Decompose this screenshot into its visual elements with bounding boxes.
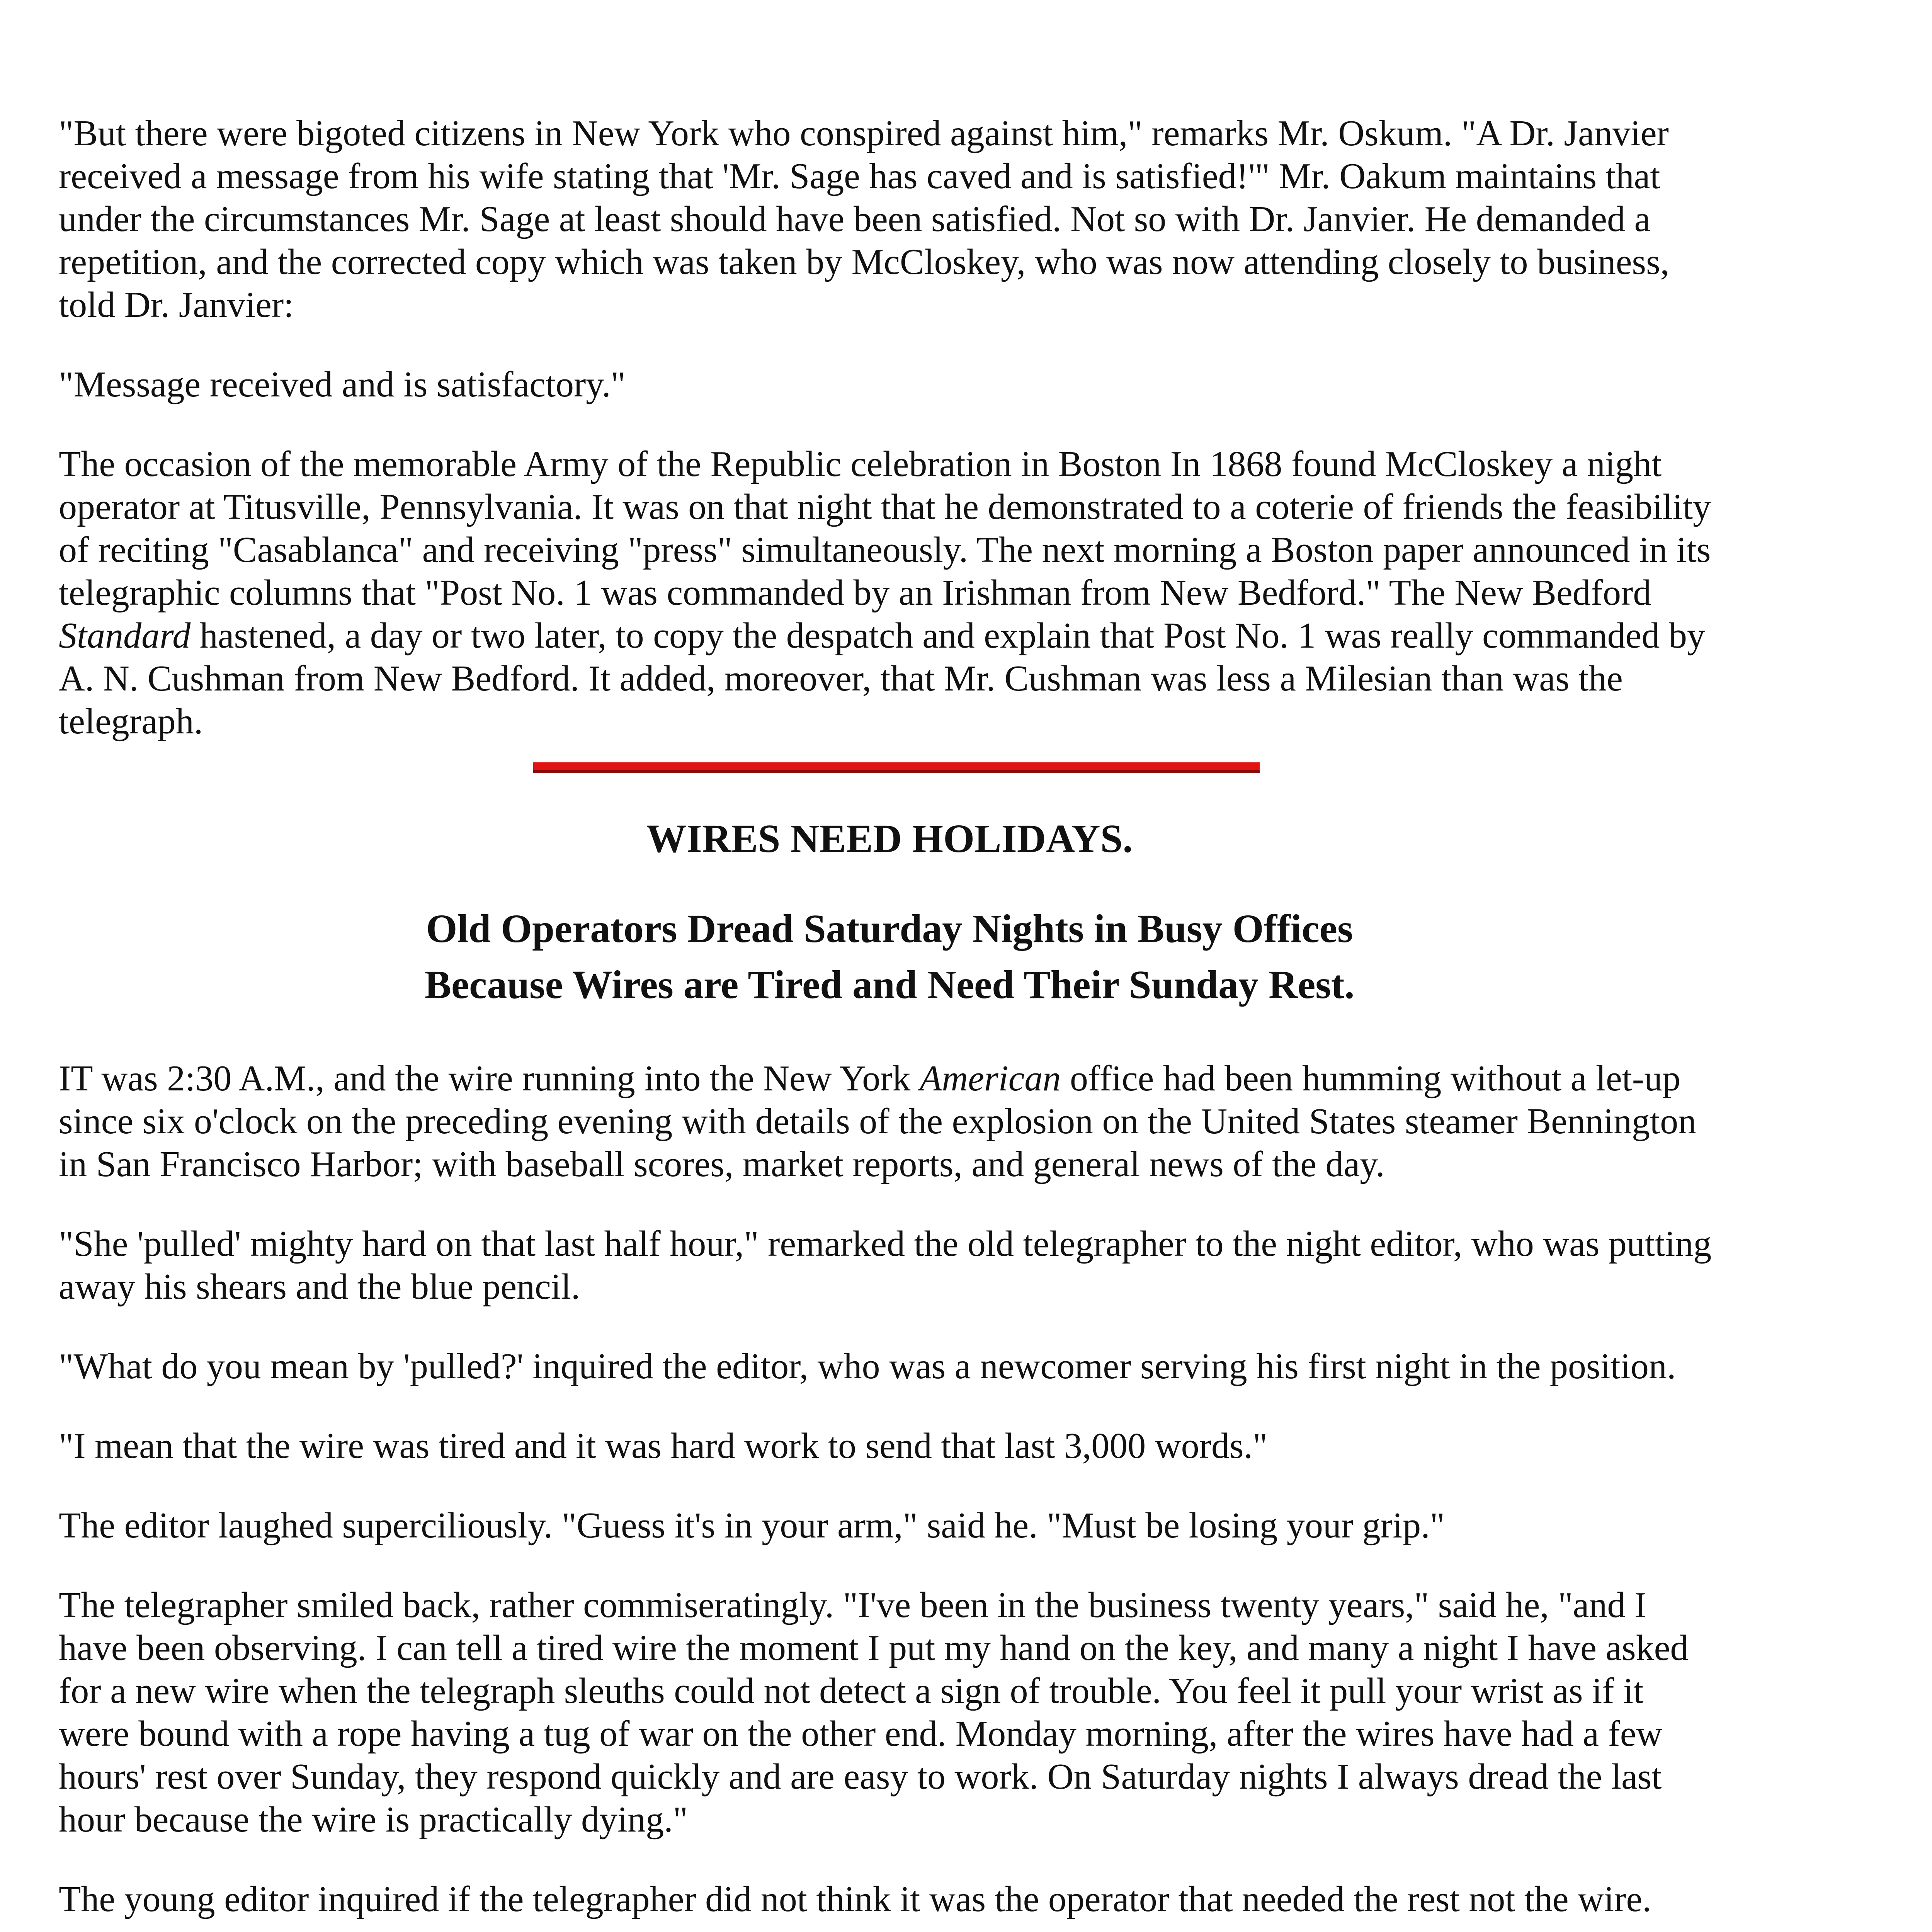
- subheadline-line-2: Because Wires are Tired and Need Their Sunday Rest.: [424, 963, 1355, 1007]
- paragraph: "But there were bigoted citizens in New York who conspired against him," remarks Mr. Oskum. "A Dr. Janvier received a message from his wife stating that 'Mr. Sage has caved and is satisfied!'" Mr. Oakum maintains that under the circumstances Mr. Sage at least should have been satisfied. Not so with Dr. Janvier. He demanded a repetition, and the corrected copy which was taken by McCloskey, who was now attending closely to business, told Dr. Janvier:: [59, 113, 1670, 325]
- publication-name: American: [919, 1058, 1061, 1099]
- paragraph: The young editor inquired if the telegrapher did not think it was the operator that needed the rest not the wire.: [59, 1879, 1651, 1919]
- publication-name: Standard: [59, 616, 191, 656]
- paragraph: "I mean that the wire was tired and it was hard work to send that last 3,000 words.": [59, 1426, 1268, 1466]
- subheadline-line-1: Old Operators Dread Saturday Nights in Busy Offices: [426, 906, 1353, 951]
- paragraph: "She 'pulled' mighty hard on that last half hour," remarked the old telegrapher to the night editor, who was putting away his shears and the blue pencil.: [59, 1224, 1712, 1307]
- paragraph: The telegrapher smiled back, rather commiseratingly. "I've been in the business twenty years," said he, "and I have been observing. I can tell a tired wire the moment I put my hand on the key, and many a night I have asked for a new wire when the telegraph sleuths could not detect a sign of trouble. You feel it pull your wrist as if it were bound with a rope having a tug of war on the other end. Monday morning, after the wires have had a few hours' rest over Sunday, they respond quickly and are easy to work. On Saturday nights I always dread the last hour because the wire is practically dying.": [59, 1585, 1689, 1840]
- document-body: [59, 112, 1720, 1932]
- paragraph: The occasion of the memorable Army of the Republic celebration in Boston In 1868 found McCloskey a night operator at Titusville, Pennsylvania. It was on that night that he demonstrated to a coterie of friends the feasibility of reciting "Casablanca" and receiving "press" simultaneously. The next morning a Boston paper announced in its telegraphic columns that "Post No. 1 was commanded by an Irishman from New Bedford." The New Bedford Standard hastened, a day or two later, to copy the despatch and explain that Post No. 1 was really commanded by A. N. Cushman from New Bedford. It added, moreover, that Mr. Cushman was less a Milesian than was the telegraph.: [59, 444, 1711, 742]
- section-divider: [533, 762, 1260, 773]
- article-subheadline: [59, 901, 1720, 1013]
- paragraph: "Message received and is satisfactory.": [59, 364, 626, 405]
- paragraph: The editor laughed superciliously. "Guess it's in your arm," said he. "Must be losing your grip.": [59, 1505, 1445, 1546]
- paragraph: IT was 2:30 A.M., and the wire running into the New York American office had been humming without a let-up since six o'clock on the preceding evening with details of the explosion on the United States steamer Bennington in San Francisco Harbor; with baseball scores, market reports, and general news of the day.: [59, 1058, 1697, 1184]
- paragraph: "What do you mean by 'pulled?' inquired the editor, who was a newcomer serving his first night in the position.: [59, 1346, 1676, 1386]
- article-headline: WIRES NEED HOLIDAYS.: [646, 816, 1133, 861]
